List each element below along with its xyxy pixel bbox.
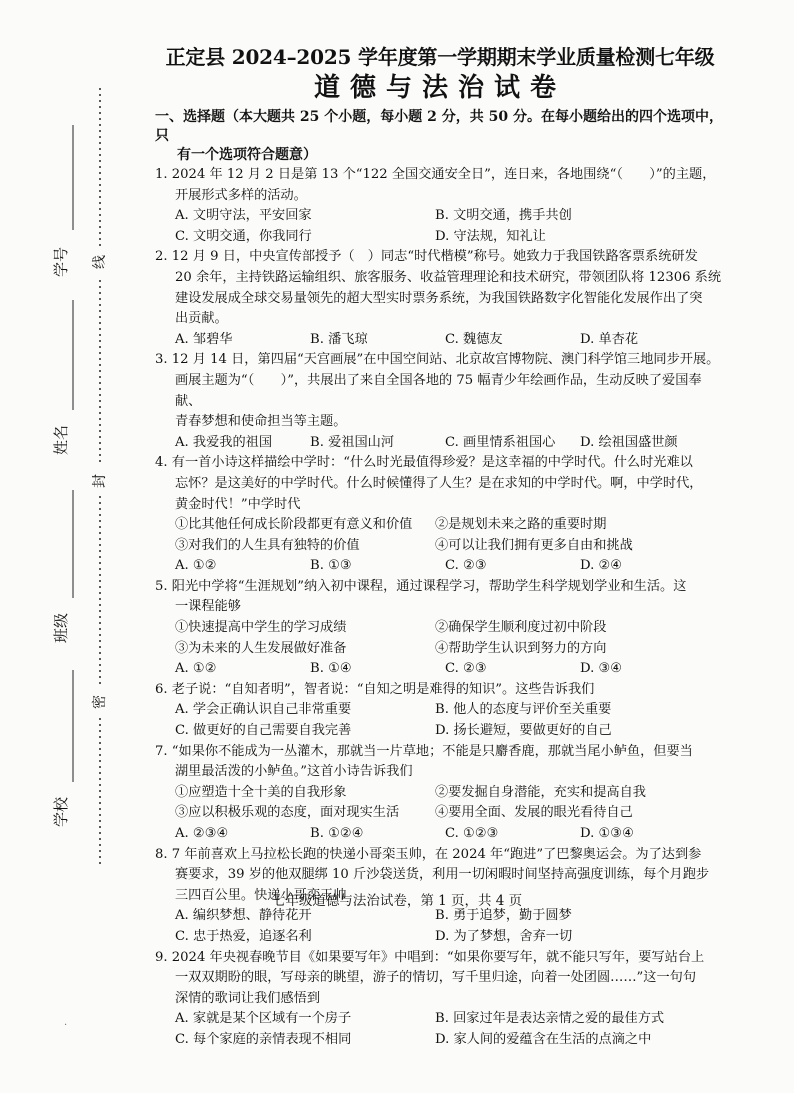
answer-option-d[interactable]: D. ①③④ (580, 826, 634, 841)
question-stem-line: 出贡献。 (175, 311, 228, 327)
answer-option-a[interactable]: A. 学会正确认识自己非常重要 (175, 702, 352, 718)
answer-option-b[interactable]: B. ①③ (310, 558, 352, 574)
question-stem-line: 三四百公里。快递小哥栾玉帅 (175, 887, 347, 903)
answer-option-c[interactable]: C. 忠于热爱，追逐名利 (175, 928, 312, 944)
question-stem-line: 黄金时代！”中学时代 (175, 496, 301, 512)
question-3 (155, 350, 725, 453)
exam-title: 正定县 2024–2025 学年度第一学期期末学业质量检测七年级 (165, 45, 715, 69)
answer-option-b[interactable]: B. ①②④ (310, 826, 364, 841)
option-list (155, 1009, 725, 1050)
answer-option-d[interactable]: D. 为了梦想，舍弃一切 (435, 928, 573, 944)
statement-item: ④要用全面、发展的眼光看待自己 (435, 805, 633, 821)
answer-option-a[interactable]: A. ②③④ (175, 826, 229, 841)
answer-option-b[interactable]: B. 潘飞琼 (310, 331, 368, 347)
question-stem-line: 3. 12 月 14 日，第四届“天宫画展”在中国空间站、北京故宫博物院、澳门科学馆三地同步开展。 (155, 352, 720, 368)
option-list (155, 206, 725, 247)
question-stem-line: 建设发展成全球交易量领先的超大型实时票务系统，为我国铁路数字化智能化发展作出了突 (175, 290, 703, 306)
answer-option-c[interactable]: C. 画里情系祖国心 (445, 434, 556, 450)
option-list (155, 556, 725, 577)
field-label-student-number: 学号 (52, 246, 70, 278)
question-stem-line: 4. 有一首小诗这样描绘中学时：“什么时光最值得珍爱？是这幸福的中学时代。什么时光难以 (155, 455, 693, 471)
question-7 (155, 742, 725, 845)
field-name (52, 300, 73, 455)
answer-option-c[interactable]: C. ①②③ (445, 826, 499, 841)
question-4 (155, 453, 725, 577)
answer-option-c[interactable]: C. ②③ (445, 661, 487, 677)
statement-item: ①快速提高中学生的学习成绩 (175, 620, 347, 636)
statement-list (155, 515, 725, 556)
answer-option-a[interactable]: A. 我爱我的祖国 (175, 434, 273, 450)
question-stem-line: 7. “如果你不能成为一丛灌木，那就当一片草地；不能是只麝香鹿，那就当尾小鲈鱼，但要当 (155, 743, 693, 759)
question-stem-line: 开展形式多样的活动。 (175, 187, 307, 203)
question-stem-line: 赛要求，39 岁的他双腿绑 10 斤沙袋送货，利用一切闲暇时间坚持高强度训练，每个月跑步 (175, 867, 710, 883)
question-stem-line: 20 余年，主持铁路运输组织、旅客服务、收益管理理论和技术研究，带领团队将 12306 系统 (175, 269, 722, 285)
question-9 (155, 948, 725, 1051)
question-stem-line: 9. 2024 年央视春晚节目《如果要写年》中唱到：“如果你要写年，就不能只写年，要写站台上 (155, 949, 705, 965)
answer-option-c[interactable]: C. 文明交通，你我同行 (175, 228, 312, 244)
answer-option-a[interactable]: A. 邹碧华 (175, 331, 233, 347)
question-stem-line: 深情的歌词让我们感悟到 (175, 990, 321, 1006)
option-list (155, 659, 725, 680)
question-stem-line: 一课程能够 (175, 599, 241, 615)
page-footer: 七年级道德与法治试卷，第 1 页，共 4 页 (271, 893, 523, 909)
answer-option-d[interactable]: D. ③④ (580, 661, 623, 677)
scan-speck: · (64, 1020, 68, 1031)
seal-word-feng: 封 (92, 474, 108, 488)
question-stem-line: 青春梦想和使命担当等主题。 (175, 414, 347, 430)
question-stem-line: 忘怀？是这美好的中学时代。什么时候懂得了人生？是在求知的中学时代。啊，中学时代， (175, 475, 703, 491)
field-student-number (52, 125, 73, 277)
answer-option-a[interactable]: A. ①② (175, 558, 217, 574)
answer-option-d[interactable]: D. 单杏花 (580, 331, 639, 347)
answer-option-a[interactable]: A. 文明守法，平安回家 (175, 208, 312, 224)
answer-option-d[interactable]: D. ②④ (580, 558, 623, 574)
question-stem-line: 湖里最活泼的小鲈鱼。”这首小诗告诉我们 (175, 764, 413, 780)
answer-option-c[interactable]: C. 做更好的自己需要自我完善 (175, 723, 352, 739)
question-stem-line: 5. 阳光中学将“生涯规划”纳入初中课程，通过课程学习，帮助学生科学规划学业和生活。这 (155, 578, 687, 594)
answer-option-d[interactable]: D. 家人间的爱蕴含在生活的点滴之中 (435, 1031, 652, 1047)
exam-subject-title: 道德与法治试卷 (313, 73, 566, 103)
field-label-school: 学校 (52, 796, 70, 828)
binding-margin (0, 0, 130, 1093)
statement-item: ④可以让我们拥有更多自由和挑战 (435, 537, 633, 553)
seal-word-xian: 线 (92, 255, 108, 269)
answer-option-d[interactable]: D. 绘祖国盛世颜 (580, 434, 678, 450)
statement-item: ③为未来的人生发展做好准备 (175, 640, 347, 656)
answer-option-c[interactable]: C. 魏德友 (445, 331, 503, 347)
statement-item: ③应以积极乐观的态度，面对现实生活 (175, 805, 400, 821)
question-stem-line: 8. 7 年前喜欢上马拉松长跑的快递小哥栾玉帅，在 2024 年“跑进”了巴黎奥运会。为了达到参 (155, 846, 702, 862)
statement-item: ②确保学生顺利度过初中阶段 (435, 620, 607, 636)
question-stem-line: 画展主题为“（ ）”，共展出了来自全国各地的 75 幅青少年绘画作品，生动反映了爱国奉献、 (175, 372, 702, 409)
section-heading-line: 有一个选项符合题意） (177, 147, 317, 163)
answer-option-b[interactable]: B. 回家过年是表达亲情之爱的最佳方式 (435, 1011, 665, 1027)
field-label-class: 班级 (52, 612, 70, 644)
question-6 (155, 680, 725, 742)
question-1 (155, 165, 725, 247)
answer-option-b[interactable]: B. ①④ (310, 661, 352, 677)
question-stem-line: 2. 12 月 9 日，中央宣传部授予（ ）同志“时代楷模”称号。她致力于我国铁路客票系统研发 (155, 249, 698, 265)
answer-option-b[interactable]: B. 爱祖国山河 (310, 434, 395, 450)
answer-option-b[interactable]: B. 勇于追梦，勤于圆梦 (435, 908, 572, 924)
statement-list (155, 618, 725, 659)
answer-option-a[interactable]: A. 编织梦想、静待花开 (175, 908, 312, 924)
statement-item: ②要发掘自身潜能，充实和提高自我 (435, 784, 646, 800)
question-list (155, 165, 725, 1051)
field-school (52, 670, 73, 827)
answer-option-d[interactable]: D. 守法规，知礼让 (435, 228, 546, 244)
answer-option-c[interactable]: C. 每个家庭的亲情表现不相同 (175, 1031, 352, 1047)
statement-item: ④帮助学生认识到努力的方向 (435, 640, 607, 656)
answer-option-c[interactable]: C. ②③ (445, 558, 487, 574)
question-2 (155, 247, 725, 350)
question-stem-line: 1. 2024 年 12 月 2 日是第 13 个“122 全国交通安全日”，连日来，各地围绕“（ ）”的主题， (155, 167, 716, 182)
field-label-name: 姓名 (52, 424, 70, 456)
option-list (155, 906, 725, 947)
seal-word-mi: 密 (92, 695, 108, 709)
answer-option-a[interactable]: A. 家就是某个区域有一个房子 (175, 1011, 352, 1027)
answer-option-b[interactable]: B. 文明交通，携手共创 (435, 208, 572, 224)
statement-item: ③对我们的人生具有独特的价值 (175, 537, 360, 553)
answer-option-d[interactable]: D. 扬长避短，要做更好的自己 (435, 723, 612, 739)
question-stem-line: 6. 老子说：“自知者明”，智者说：“自知之明是难得的知识”。这些告诉我们 (155, 681, 595, 697)
answer-option-b[interactable]: B. 他人的态度与评价至关重要 (435, 702, 612, 718)
option-list (155, 700, 725, 741)
statement-item: ②是规划未来之路的重要时期 (435, 517, 607, 533)
question-stem-line: 一双双期盼的眼，写母亲的眺望，游子的情切，写千里归途，向着一处团圆……”这一句句 (175, 970, 697, 986)
option-list (155, 824, 725, 845)
statement-item: ①比其他任何成长阶段都更有意义和价值 (175, 517, 413, 533)
option-list (155, 330, 725, 351)
option-list (155, 433, 725, 454)
statement-item: ①应塑造十全十美的自我形象 (175, 784, 347, 800)
field-class (52, 490, 73, 643)
answer-option-a[interactable]: A. ①② (175, 661, 217, 677)
section-heading-line: 一、选择题（本大题共 25 个小题，每小题 2 分，共 50 分。在每小题给出的四个选项中，只 (155, 109, 723, 144)
statement-list (155, 783, 725, 824)
section-heading (155, 108, 725, 165)
question-5 (155, 577, 725, 680)
